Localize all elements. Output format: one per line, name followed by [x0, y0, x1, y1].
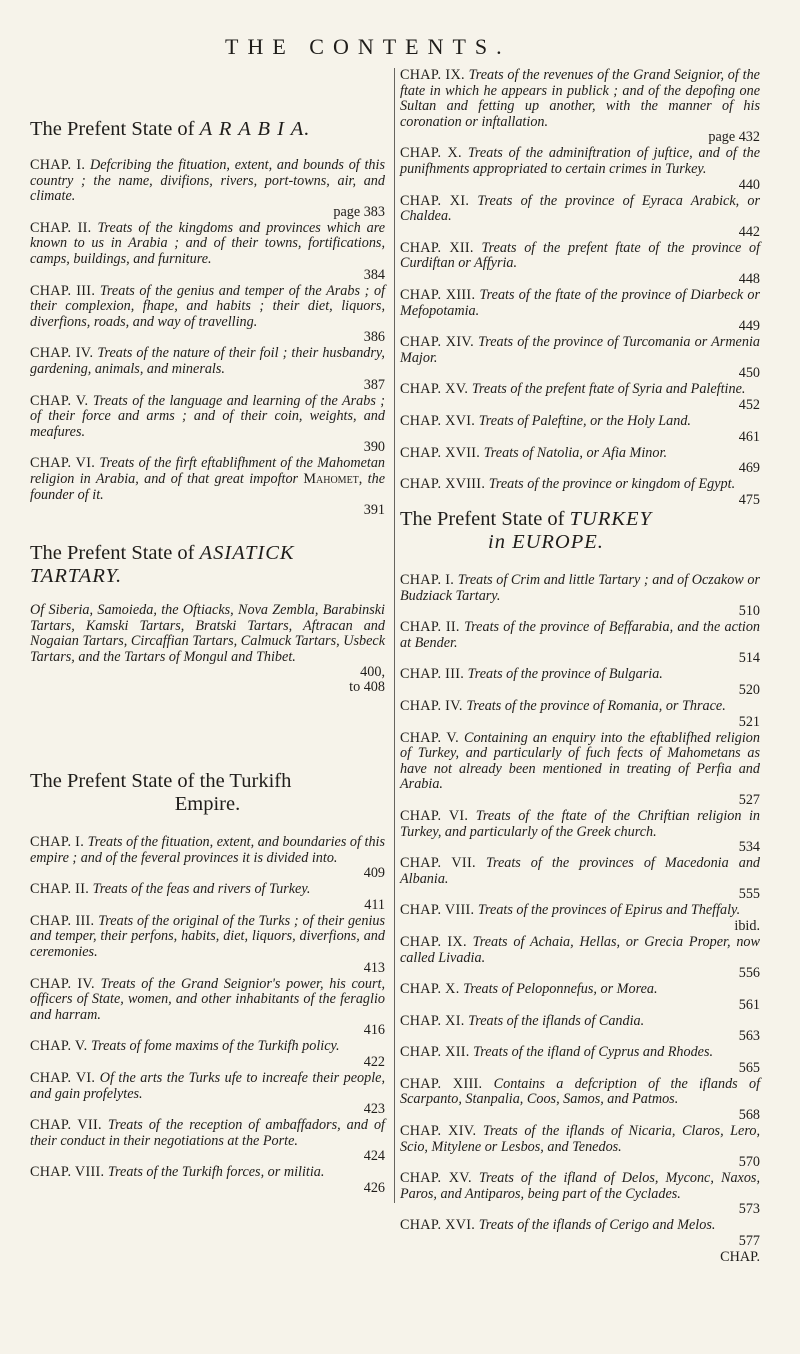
page-number: 555	[738, 886, 760, 903]
turkish-empire-entries	[30, 835, 385, 1196]
page-number: 400,	[360, 664, 385, 681]
page-number: 426	[363, 1179, 385, 1196]
chapter-description: Treats of the provinces of Epirus and Theffaly.	[477, 902, 741, 919]
chapter-description: Treats of the reception of ambaffadors, and of their conduct in their negotiations at the Porte.	[30, 1117, 385, 1149]
page-number: 390	[363, 439, 385, 456]
page-number: 452	[738, 396, 760, 413]
chapter-number: CHAP. VIII.	[30, 1164, 105, 1181]
page-number: 527	[738, 791, 760, 808]
page-number: 475	[738, 491, 760, 508]
chapter-number: CHAP. I.	[30, 157, 86, 173]
contents-entry	[400, 1171, 760, 1217]
page-number: page 383	[333, 203, 385, 220]
chapter-description: Treats of the nature of their foil ; their husbandry, gardening, animals, and minerals.	[30, 345, 385, 377]
chapter-description: Treats of the prefent ftate of Syria and Paleftine.	[471, 381, 746, 398]
chapter-description: Treats of the language and learning of the Arabs ; of their force and arms ; and of their coin, weights, and meafures.	[30, 392, 386, 440]
chapter-number: CHAP. XI.	[400, 1012, 465, 1029]
title-name: TURKEY	[569, 508, 652, 530]
contents-entry	[30, 158, 385, 220]
chapter-number: CHAP. VIII.	[400, 902, 475, 919]
page-number: 386	[363, 329, 385, 346]
page-number: page 432	[708, 129, 760, 146]
chapter-number: CHAP. XVI.	[400, 1217, 476, 1234]
chapter-description: Treats of the kingdoms and provinces which are known to us in Arabia ; and of their towns, fortifications, camps, buildings, and furniture.	[30, 219, 386, 267]
contents-entry	[30, 977, 385, 1039]
chapter-description-smallcaps: Mahomet,	[303, 470, 363, 487]
contents-entry	[400, 1077, 760, 1123]
page-number: 521	[738, 713, 760, 730]
contents-entry	[400, 731, 760, 808]
turkey-europe-entries	[400, 573, 760, 1249]
contents-entry	[400, 146, 760, 192]
chapter-number: CHAP. V.	[30, 392, 89, 409]
contents-entry	[30, 1165, 385, 1196]
page-number: 570	[738, 1154, 760, 1171]
section-title-arabia	[30, 118, 385, 141]
chapter-description-tail: the founder of it.	[30, 470, 386, 503]
contents-entry	[30, 221, 385, 283]
contents-entry	[400, 903, 760, 934]
chapter-number: CHAP. IV.	[400, 697, 463, 714]
contents-entry	[400, 699, 760, 730]
title-name: ASIATICK TARTARY.	[30, 542, 295, 587]
chapter-number: CHAP. XII.	[400, 1044, 470, 1061]
page-number: 565	[738, 1059, 760, 1076]
contents-entry	[400, 809, 760, 855]
chapter-number: CHAP. VI.	[400, 807, 469, 824]
chapter-description: Containing an enquiry into the eftablifhed religion of Turkey, and particularly of fuch fects of Mahometans as have not already been mentioned in treating of Perfia and Arabia.	[400, 729, 760, 793]
chapter-description: Treats of the ftate of the province of Diarbeck or Mefopotamia.	[400, 286, 760, 319]
chapter-number: CHAP. XVI.	[400, 412, 476, 429]
contents-entry	[400, 288, 760, 334]
section-title-turkish-empire	[30, 770, 385, 816]
chapter-description: Treats of the iflands of Candia.	[468, 1012, 645, 1029]
title-name: A R A B I A.	[199, 118, 311, 140]
chapter-description: Treats of Natolia, or Afia Minor.	[483, 444, 667, 461]
chapter-description: Treats of the firft eftablifhment of the Mahometan religion in Arabia, and of that great impoftor	[30, 455, 386, 487]
chapter-number: CHAP. IX.	[400, 933, 467, 950]
contents-entry	[30, 456, 385, 518]
chapter-number: CHAP. XIV.	[400, 1123, 477, 1140]
contents-entry	[400, 1218, 760, 1249]
contents-entry	[30, 346, 385, 392]
contents-entry	[400, 1124, 760, 1170]
chapter-description: Treats of the iflands of Cerigo and Melos.	[478, 1217, 716, 1234]
turkey-asia-entries	[400, 68, 760, 508]
page-number: 448	[738, 270, 760, 287]
chapter-description: Contains a defcription of the iflands of Scarpanto, Stanpalia, Coos, Samos, and Patmos.	[400, 1075, 761, 1108]
chapter-description: Treats of the province of Turcomania or Armenia Major.	[400, 334, 760, 366]
page-number: 387	[363, 376, 385, 393]
page-number: 416	[363, 1022, 385, 1039]
chapter-description: Treats of Achaia, Hellas, or Grecia Proper, now called Livadia.	[400, 933, 760, 966]
contents-entry	[30, 914, 385, 976]
chapter-description: Treats of the province or kingdom of Egypt.	[488, 476, 736, 493]
chapter-number: CHAP. III.	[30, 282, 96, 299]
page-number: 534	[738, 839, 760, 856]
chapter-number: CHAP. VI.	[30, 1069, 96, 1086]
page-number: 424	[363, 1148, 385, 1165]
section-title-turkey-europe	[400, 508, 760, 554]
contents-entry	[400, 414, 760, 445]
chapter-description: Treats of the original of the Turks ; of their genius and temper, their perfons, habits, diet, liquors, diverfions, and ceremonies.	[30, 912, 385, 960]
title-prefix: The Prefent State of	[400, 508, 565, 530]
chapter-number: CHAP. II.	[30, 881, 90, 898]
chapter-number: CHAP. VII.	[400, 855, 476, 872]
page-number: 440	[738, 176, 760, 193]
chapter-description: Treats of the provinces of Macedonia and Albania.	[400, 855, 761, 887]
page-number: 461	[738, 428, 760, 445]
chapter-description: Treats of the province of Bulgaria.	[467, 666, 663, 683]
contents-entry	[400, 982, 760, 1013]
chapter-description: Treats of the ftate of the Chriftian religion in Turkey, and particularly of the Greek church.	[400, 807, 760, 840]
chapter-number: CHAP. XV.	[400, 381, 469, 398]
chapter-number: CHAP. III.	[30, 912, 95, 929]
page-number: 442	[738, 223, 760, 240]
page-number: 391	[363, 502, 385, 519]
chapter-description: Treats of the feas and rivers of Turkey.	[92, 881, 311, 898]
contents-entry	[30, 1118, 385, 1164]
contents-entry	[400, 335, 760, 381]
contents-entry	[400, 241, 760, 287]
chapter-number: CHAP. III.	[400, 666, 465, 683]
chapter-description: Treats of the province of Eyraca Arabick, or Chaldea.	[400, 192, 760, 225]
section-turkey-europe	[400, 508, 760, 1267]
chapter-description: Treats of the fituation, extent, and boundaries of this empire ; and of the feveral provinces it is divided into.	[30, 834, 385, 866]
contents-entry	[400, 667, 760, 698]
contents-entry	[400, 68, 760, 145]
chapter-number: CHAP. V.	[400, 729, 459, 746]
title-prefix: The Prefent State of	[30, 542, 195, 564]
page-number: 449	[738, 318, 760, 335]
contents-entry	[30, 1039, 385, 1070]
chapter-description: Treats of the ifland of Delos, Myconc, Naxos, Paros, and Antiparos, being part of the Cyclades.	[400, 1170, 760, 1202]
page-number: 520	[738, 681, 760, 698]
page-number: 409	[363, 865, 385, 882]
chapter-number: CHAP. I.	[30, 834, 85, 850]
running-head: THE CONTENTS.	[225, 34, 511, 59]
chapter-number: CHAP. I.	[400, 572, 455, 588]
page-number-range: to 408	[349, 679, 385, 696]
page-number: ibid.	[734, 917, 760, 934]
contents-entry	[400, 620, 760, 666]
page-number: 514	[738, 650, 760, 667]
chapter-number: CHAP. XV.	[400, 1170, 472, 1187]
chapter-description: Treats of the iflands of Nicaria, Claros, Lero, Scio, Mitylene or Lesbos, and Tenedos.	[400, 1123, 760, 1155]
catchword: CHAP.	[720, 1249, 760, 1266]
chapter-number: CHAP. X.	[400, 145, 462, 162]
section-arabia	[30, 118, 385, 519]
chapter-number: CHAP. IX.	[400, 67, 465, 83]
contents-entry	[400, 856, 760, 902]
page-number: 422	[363, 1053, 385, 1070]
section-turkish-empire	[30, 770, 385, 1197]
chapter-number: CHAP. IV.	[30, 975, 95, 992]
page-number: 413	[363, 959, 385, 976]
tartary-body: Of Siberia, Samoieda, the Oftiacks, Nova Zembla, Barabinski Tartars, Kamski Tartars, Bratski Tartars, Aftracan and Nogaian Tartars, Circaffian Tartars, Calmuck Tartars, Usbeck Tartars, and the Tartars of Mongul and Thibet.	[30, 602, 385, 665]
contents-entry	[400, 477, 760, 508]
chapter-number: CHAP. XIV.	[400, 334, 474, 351]
chapter-description: Treats of the revenues of the Grand Seignior, of the ftate in which he appears in publick ; and of the depofing one Sultan and fetting up another, with the manner of his coronation or inftallation.	[400, 67, 760, 130]
page-number: 510	[738, 603, 760, 620]
page-number: 573	[738, 1201, 760, 1218]
chapter-description: Treats of the ifland of Cyprus and Rhodes.	[473, 1044, 714, 1061]
chapter-description: Treats of the province of Romania, or Thrace.	[466, 697, 726, 714]
page-number: 561	[738, 996, 760, 1013]
contents-entry	[400, 1045, 760, 1076]
chapter-number: CHAP. VI.	[30, 455, 96, 472]
chapter-description: Treats of the adminiftration of juftice, and of the punifhments appropriated to certain crimes in Turkey.	[400, 145, 761, 177]
contents-entry	[30, 835, 385, 881]
chapter-number: CHAP. XII.	[400, 239, 474, 256]
page-number: 469	[738, 460, 760, 477]
chapter-number: CHAP. II.	[30, 219, 92, 236]
chapter-description: Treats of the Turkifh forces, or militia.	[107, 1164, 325, 1181]
arabia-entries	[30, 158, 385, 518]
contents-entry	[400, 935, 760, 981]
contents-entry	[400, 1014, 760, 1045]
contents-entry	[30, 394, 385, 456]
page-number: 411	[364, 896, 385, 913]
contents-entry	[400, 194, 760, 240]
contents-entry	[30, 284, 385, 346]
column-divider	[394, 68, 395, 1203]
contents-entry	[400, 446, 760, 477]
chapter-number: CHAP. XIII.	[400, 286, 476, 303]
section-title-tartary	[30, 542, 385, 588]
contents-entry	[400, 573, 760, 619]
chapter-description: Defcribing the fituation, extent, and bounds of this country ; the name, divifions, rivers, port-towns, air, and climate.	[30, 157, 385, 205]
chapter-description: Of the arts the Turks ufe to increafe their people, and gain profelytes.	[30, 1069, 386, 1102]
chapter-description: Treats of fome maxims of the Turkifh policy.	[91, 1038, 340, 1055]
page-number: 556	[738, 965, 760, 982]
page-number: 450	[738, 365, 760, 382]
contents-entry	[30, 1071, 385, 1117]
chapter-number: CHAP. XVIII.	[400, 476, 486, 493]
title-prefix: The Prefent State of	[30, 118, 195, 140]
chapter-description: Treats of Peloponnefus, or Morea.	[463, 981, 658, 998]
chapter-number: CHAP. XI.	[400, 192, 470, 209]
chapter-number: CHAP. XVII.	[400, 444, 481, 461]
chapter-number: CHAP. V.	[30, 1038, 88, 1055]
chapter-description: Treats of the province of Beffarabia, and the action at Bender.	[400, 619, 761, 651]
contents-entry	[30, 882, 385, 913]
page-number: 568	[738, 1107, 760, 1124]
contents-entry	[400, 382, 760, 413]
chapter-description: Treats of the Grand Seignior's power, his court, officers of State, women, and other inhabitants of the feraglio and harram.	[30, 975, 385, 1023]
page-number: 423	[363, 1101, 385, 1118]
chapter-description: Treats of the prefent ftate of the province of Curdiftan or Affyria.	[400, 239, 761, 272]
tartary-entry	[30, 603, 385, 695]
chapter-number: CHAP. VII.	[30, 1117, 102, 1134]
chapter-number: CHAP. X.	[400, 981, 460, 998]
chapter-description: Treats of Crim and little Tartary ; and of Oczakow or Budziack Tartary.	[400, 572, 760, 604]
title-line-2: Empire.	[174, 793, 241, 815]
chapter-description: Treats of Paleftine, or the Holy Land.	[478, 412, 691, 429]
section-tartary	[30, 542, 385, 696]
page-number: 563	[738, 1028, 760, 1045]
chapter-number: CHAP. IV.	[30, 345, 94, 362]
chapter-number: CHAP. II.	[400, 619, 460, 636]
chapter-number: CHAP. XIII.	[400, 1075, 483, 1092]
title-line-2: in EUROPE.	[488, 531, 604, 553]
page-number: 384	[363, 266, 385, 283]
chapter-description: Treats of the genius and temper of the Arabs ; of their complexion, fhape, and habits ; their diet, liquors, diverfions, roads, and way of travelling.	[30, 282, 386, 330]
section-turkey-asia-continued	[400, 68, 760, 509]
page-number: 577	[738, 1233, 760, 1250]
title-line-1: The Prefent State of the Turkifh	[30, 770, 292, 792]
